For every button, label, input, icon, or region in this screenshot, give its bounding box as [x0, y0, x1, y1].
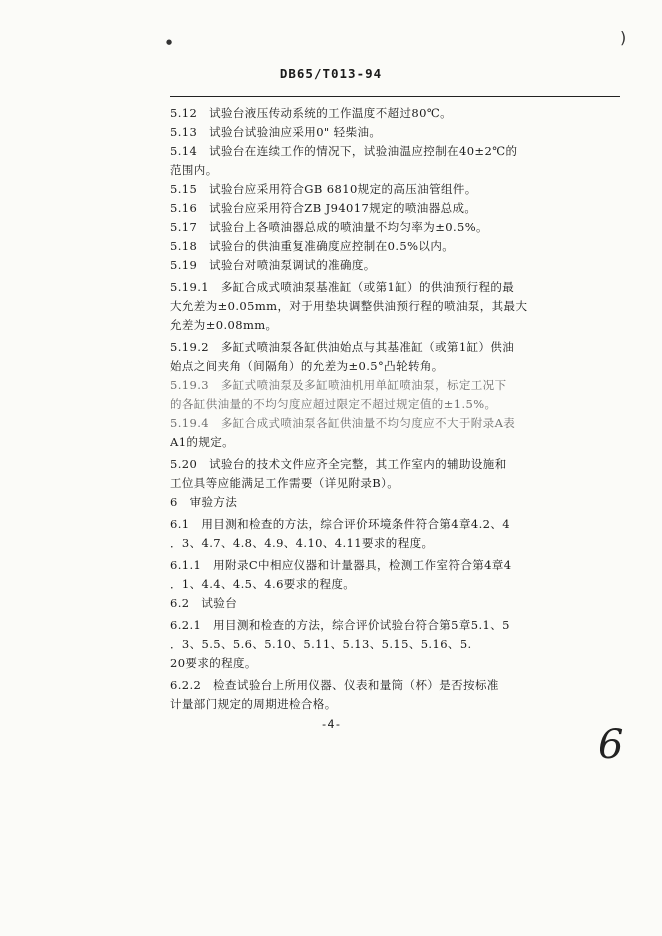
clause-6-2-1-cont: 20要求的程度。: [170, 656, 257, 670]
clause-5-19-2-cont: 始点之间夹角（间隔角）的允差为±0.5°凸轮转角。: [170, 359, 444, 373]
page-number: -4-: [320, 717, 342, 731]
clause-5-19-3-cont: 的各缸供油量的不均匀度应超过限定不超过规定值的±1.5%。: [170, 397, 497, 411]
clause-6-1-1: 6.1.1 用附录C中相应仪器和计量器具，检测工作室符合第4章4: [170, 558, 512, 572]
standard-code: DB65/T013-94: [279, 66, 383, 81]
clause-6-1: 6.1 用目测和检查的方法，综合评价环境条件符合第4章4.2、4: [170, 517, 511, 531]
clause-5-19-4-cont: A1的规定。: [170, 435, 235, 449]
clause-5-14-cont: 范围内。: [170, 163, 218, 177]
clause-5-19-1-cont: 允差为±0.08mm。: [170, 318, 278, 332]
clause-5-15: 5.15 试验台应采用符合GB 6810规定的高压油管组件。: [170, 182, 477, 196]
clause-5-20: 5.20 试验台的技术文件应齐全完整，其工作室内的辅助设施和: [170, 457, 507, 471]
clause-5-19: 5.19 试验台对喷油泵调试的准确度。: [170, 258, 376, 272]
clause-5-16: 5.16 试验台应采用符合ZB J94017规定的喷油器总成。: [170, 201, 477, 215]
clause-5-14: 5.14 试验台在连续工作的情况下，试验油温应控制在40±2℃的: [170, 144, 518, 158]
clause-6-2-1: 6.2.1 用目测和检查的方法，综合评价试验台符合第5章5.1、5: [170, 618, 510, 632]
clause-5-12: 5.12 试验台液压传动系统的工作温度不超过80℃。: [170, 106, 453, 120]
clause-5-19-4: 5.19.4 多缸合成式喷油泵各缸供油量不均匀度应不大于附录A表: [170, 416, 516, 430]
document-body: [170, 104, 620, 714]
clause-5-18: 5.18 试验台的供油重复准确度应控制在0.5%以内。: [170, 239, 455, 253]
clause-5-17: 5.17 试验台上各喷油器总成的喷油量不均匀率为±0.5%。: [170, 220, 488, 234]
clause-6-1-cont: ．3、4.7、4.8、4.9、4.10、4.11要求的程度。: [170, 536, 434, 550]
clause-6-2-2: 6.2.2 检查试验台上所用仪器、仪表和量筒（杯）是否按标准: [170, 678, 499, 692]
clause-6-2-2-cont: 计量部门规定的周期进检合格。: [170, 697, 337, 711]
clause-5-20-cont: 工位具等应能满足工作需要（详见附录B）。: [170, 476, 400, 490]
scan-dot: ●: [166, 38, 173, 46]
clause-6-2-1-cont: ．3、5.5、5.6、5.10、5.11、5.13、5.15、5.16、5.: [170, 637, 472, 651]
clause-6-1-1-cont: ．1、4.4、4.5、4.6要求的程度。: [170, 577, 356, 591]
handwritten-sheet-number: 6: [598, 722, 624, 768]
clause-5-13: 5.13 试验台试验油应采用0" 轻柴油。: [170, 125, 382, 139]
clause-5-19-2: 5.19.2 多缸式喷油泵各缸供油始点与其基准缸（或第1缸）供油: [170, 340, 515, 354]
section-6-heading: 6 审验方法: [170, 495, 238, 509]
clause-6-2-heading: 6.2 试验台: [170, 596, 238, 610]
header-rule: [170, 96, 620, 97]
clause-5-19-1: 5.19.1 多缸合成式喷油泵基准缸（或第1缸）的供油预行程的最: [170, 280, 515, 294]
clause-5-19-3: 5.19.3 多缸式喷油泵及多缸喷油机用单缸喷油泵，标定工况下: [170, 378, 507, 392]
clause-5-19-1-cont: 大允差为±0.05mm，对于用垫块调整供油预行程的喷油泵，其最大: [170, 299, 528, 313]
scan-mark: ): [620, 28, 627, 47]
